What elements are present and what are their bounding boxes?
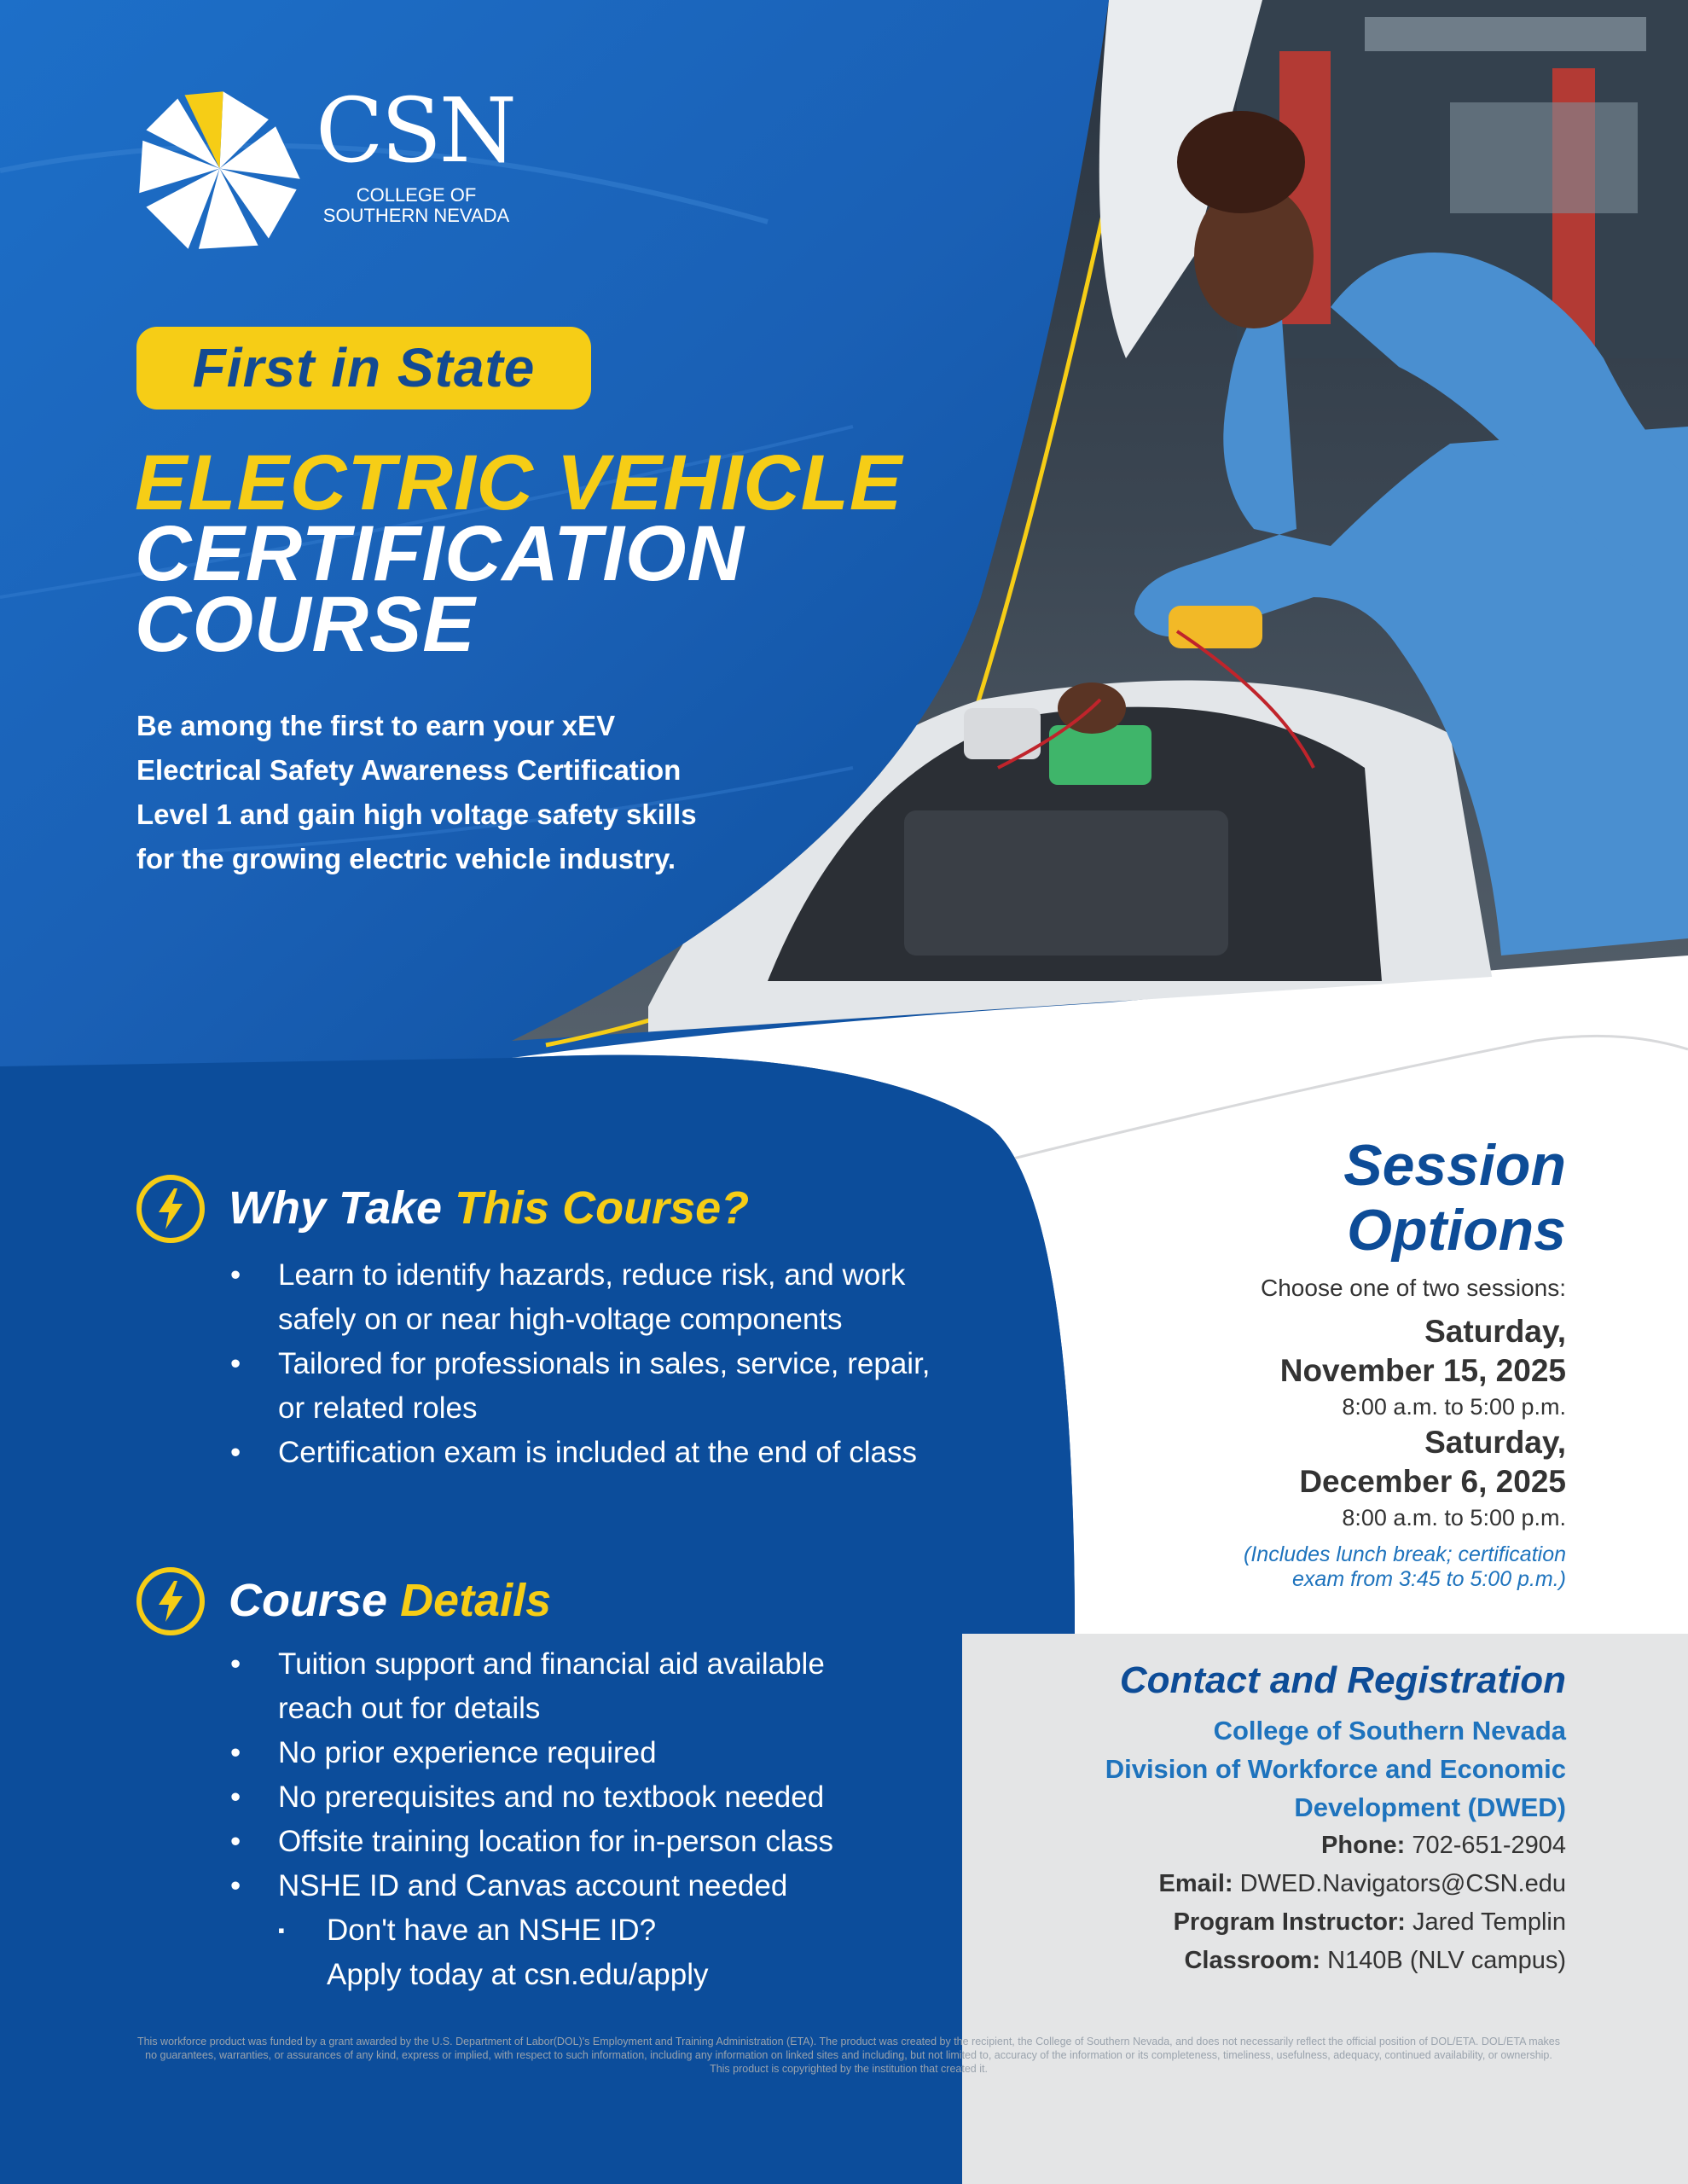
course-title	[135, 439, 903, 668]
phone-value[interactable]: 702-651-2904	[1412, 1832, 1566, 1859]
list-item: reach out for details	[278, 1692, 541, 1725]
contact-phone	[918, 1827, 1566, 1865]
session-title-line2: Options	[1347, 1198, 1566, 1263]
badge-text: First in State	[192, 337, 536, 398]
contact-org-line1: College of Southern Nevada	[1213, 1716, 1566, 1745]
funding-disclaimer: This workforce product was funded by a grant awarded by the U.S. Department of Labor(DOL)'s Employment and Training Administration (ETA). The product was created by the recipient, the College of Southern Nevada, and does not necessarily reflect the official position of DOL/ETA. DOL/ETA makes no guarantees, warranties, or assurances of any kind, express or implied, with respect to such information, including any information on linked sites and including, but not limited to, accuracy of the information or its completeness, timeliness, usefulness, adequacy, continued availability, or ownership. This product is copyrighted by the institution that created it.	[136, 2036, 1561, 2075]
course-details-heading	[229, 1575, 551, 1626]
session-title-line1: Session	[1343, 1133, 1566, 1198]
contact-org-line2: Division of Workforce and Economic	[1105, 1754, 1566, 1784]
list-item: • Tuition support and financial aid available	[230, 1642, 833, 1687]
list-subitem: Apply today at csn.edu/apply	[327, 1958, 709, 1991]
intro-line: for the growing electric vehicle industry.	[136, 843, 676, 874]
intro-line: Electrical Safety Awareness Certification	[136, 754, 682, 786]
list-item: • Offsite training location for in-person class	[230, 1820, 833, 1864]
session-1-day: Saturday,	[1424, 1314, 1566, 1349]
intro-line: Be among the first to earn your xEV	[136, 710, 616, 741]
classroom-value: N140B (NLV campus)	[1327, 1947, 1566, 1974]
session-1-time: 8:00 a.m. to 5:00 p.m.	[1342, 1394, 1566, 1420]
contact-instructor	[918, 1903, 1566, 1942]
logo-subtitle-line2: SOUTHERN NEVADA	[322, 205, 510, 226]
session-2-time: 8:00 a.m. to 5:00 p.m.	[1342, 1505, 1566, 1531]
list-item: • Certification exam is included at the end of class	[230, 1431, 931, 1475]
why-list	[230, 1253, 931, 1475]
lightning-bolt-icon	[135, 1565, 206, 1637]
instructor-value: Jared Templin	[1412, 1908, 1566, 1936]
phone-label: Phone:	[1321, 1832, 1406, 1859]
session-options	[969, 1133, 1566, 1592]
intro-line: Level 1 and gain high voltage safety skills	[136, 799, 697, 830]
csn-logo	[132, 78, 516, 260]
title-line-2: CERTIFICATION	[135, 510, 745, 597]
contact-org-line3: Development (DWED)	[1294, 1792, 1566, 1822]
csn-pinwheel-icon	[132, 81, 307, 256]
session-2-date: December 6, 2025	[1299, 1464, 1566, 1499]
list-item: • Tailored for professionals in sales, service, repair,	[230, 1342, 931, 1386]
logo-subtitle	[318, 185, 514, 226]
intro-paragraph	[136, 704, 819, 881]
why-heading-yellow: This Course?	[455, 1182, 750, 1234]
contact-classroom	[918, 1942, 1566, 1980]
email-label: Email:	[1158, 1870, 1233, 1897]
list-item: or related roles	[278, 1391, 478, 1425]
title-line-1: ELECTRIC VEHICLE	[135, 439, 903, 526]
why-heading-white: Why Take	[229, 1182, 455, 1234]
contact-email	[918, 1865, 1566, 1903]
details-heading-white: Course	[229, 1575, 401, 1626]
list-item: • No prerequisites and no textbook needed	[230, 1775, 833, 1820]
lightning-bolt-icon	[135, 1173, 206, 1245]
logo-subtitle-line1: COLLEGE OF	[356, 184, 477, 206]
list-item: • No prior experience required	[230, 1731, 833, 1775]
classroom-label: Classroom:	[1184, 1947, 1321, 1974]
title-line-3: COURSE	[135, 581, 476, 668]
contact-registration	[918, 1657, 1566, 1980]
details-heading-yellow: Details	[400, 1575, 552, 1626]
session-choose: Choose one of two sessions:	[1261, 1275, 1566, 1301]
details-list	[230, 1642, 833, 1997]
list-item: • Learn to identify hazards, reduce risk, and work	[230, 1253, 931, 1298]
list-item: safely on or near high-voltage components	[278, 1303, 843, 1336]
first-in-state-badge	[136, 327, 591, 410]
contact-title: Contact and Registration	[1119, 1659, 1566, 1701]
session-note-line2: exam from 3:45 to 5:00 p.m.)	[1292, 1567, 1566, 1591]
logo-wordmark: CSN	[316, 78, 514, 183]
list-item: • NSHE ID and Canvas account needed	[230, 1864, 833, 1908]
session-1-date: November 15, 2025	[1279, 1353, 1566, 1388]
session-note-line1: (Includes lunch break; certification	[1244, 1542, 1566, 1566]
email-link[interactable]: DWED.Navigators@CSN.edu	[1239, 1870, 1566, 1897]
session-2-day: Saturday,	[1424, 1425, 1566, 1460]
instructor-label: Program Instructor:	[1173, 1908, 1406, 1936]
why-take-heading	[229, 1182, 749, 1234]
list-subitem: ▪ Don't have an NSHE ID?	[230, 1908, 833, 1953]
